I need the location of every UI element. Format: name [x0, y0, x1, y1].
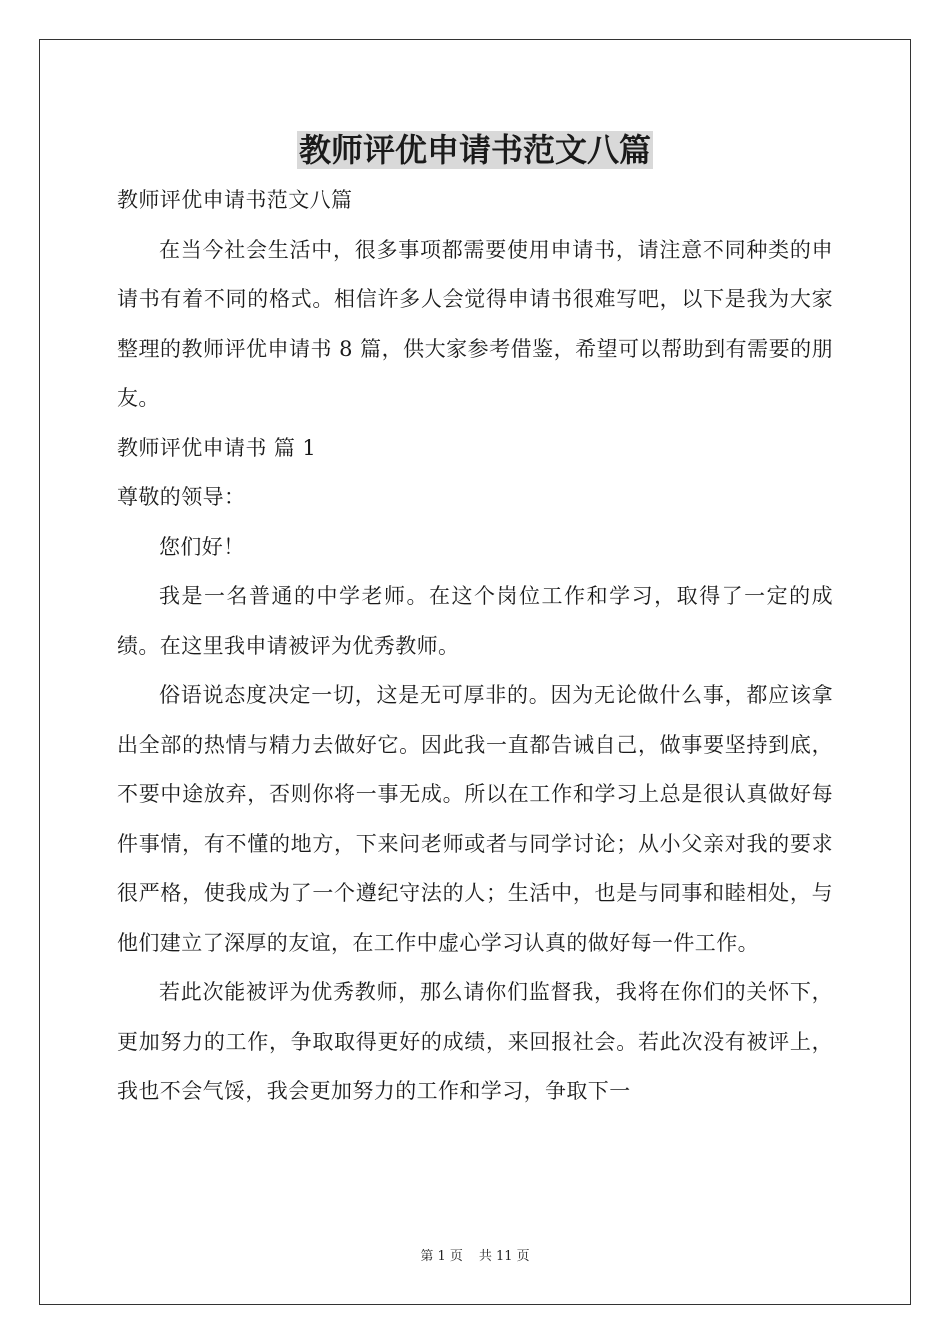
document-body: [117, 176, 833, 1117]
body-paragraph: 我是一名普通的中学老师。在这个岗位工作和学习，取得了一定的成绩。在这里我申请被评为优秀教师。: [117, 584, 833, 658]
section-heading: 教师评优申请书 篇 1: [117, 435, 317, 460]
page-number: 第 1 页: [420, 1249, 463, 1264]
document-title-text: 教师评优申请书范文八篇: [298, 131, 651, 169]
body-paragraph: 在当今社会生活中，很多事项都需要使用申请书，请注意不同种类的申请书有着不同的格式。相信许多人会觉得申请书很难写吧，以下是我为大家整理的教师评优申请书 8 篇，供大家参考借鉴，希望可以帮助到有需要的朋友。: [117, 237, 833, 410]
body-paragraph: 教师评优申请书范文八篇: [117, 188, 353, 212]
body-paragraph: 俗语说态度决定一切，这是无可厚非的。因为无论做什么事，都应该拿出全部的热情与精力去做好它。因此我一直都告诫自己，做事要坚持到底，不要中途放弃，否则你将一事无成。所以在工作和学习上总是很认真做好每件事情，有不懂的地方，下来问老师或者与同学讨论；从小父亲对我的要求很严格，使我成为了一个遵纪守法的人；生活中，也是与同事和睦相处，与他们建立了深厚的友谊，在工作中虚心学习认真的做好每一件工作。: [117, 683, 833, 955]
body-paragraph: 若此次能被评为优秀教师，那么请你们监督我，我将在你们的关怀下，更加努力的工作，争取取得更好的成绩，来回报社会。若此次没有被评上，我也不会气馁，我会更加努力的工作和学习，争取下一: [117, 980, 833, 1103]
page-total: 共 11 页: [478, 1249, 530, 1264]
page-footer: [0, 1248, 950, 1266]
greeting: 您们好！: [159, 534, 245, 559]
salutation: 尊敬的领导：: [117, 485, 246, 509]
document-title: [0, 126, 950, 174]
